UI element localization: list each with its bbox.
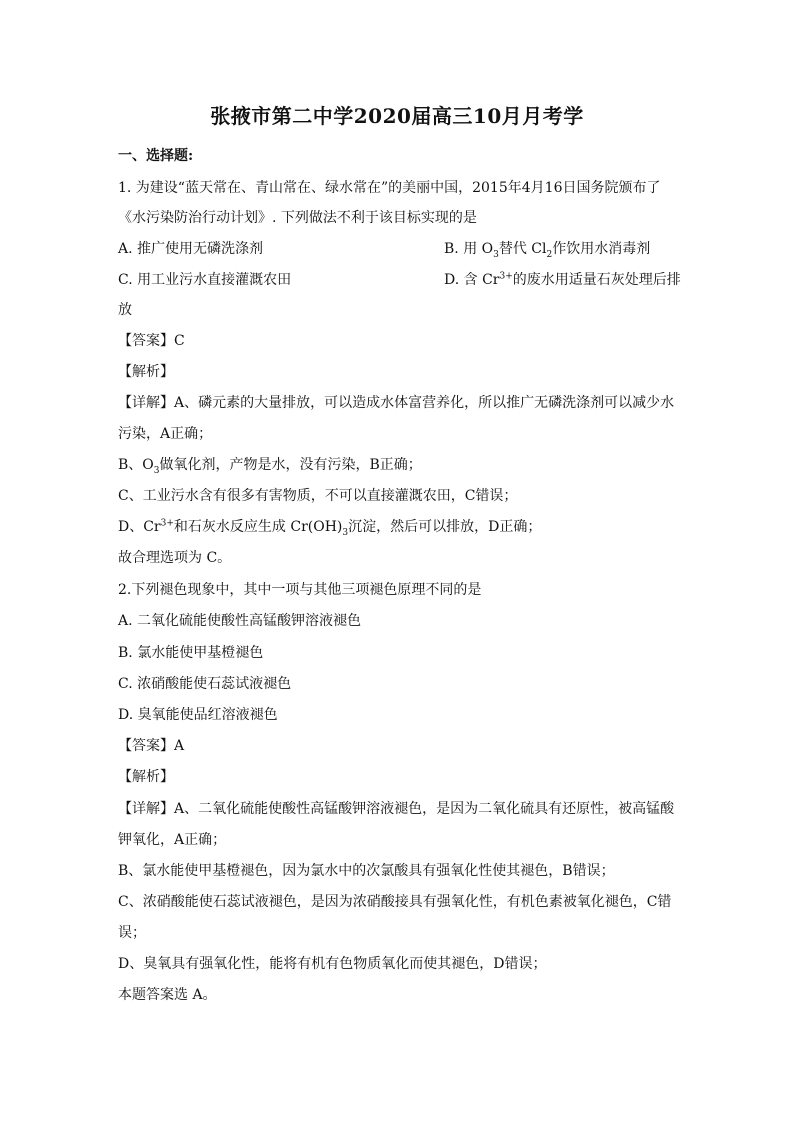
q1-detail-c: C、工业污水含有很多有害物质，不可以直接灌溉农田，C错误； [118,488,518,504]
q1-option-b: B. 用 $O_3$替代 $Cl_2$作饮用水消毒剂 [444,241,651,260]
q1-detail-line2: 污染，A正确； [118,426,213,442]
q2-option-a: A. 二氧化硫能使酸性高锰酸钾溶液褪色 [118,613,362,629]
q2-detail-d: D、臭氧具有强氧化性，能将有机有色物质氧化而使其褪色，D错误； [118,956,547,972]
q1-conclusion: 故合理选项为 C。 [118,550,232,566]
q1-answer: 【答案】C [118,333,185,349]
q1-detail-line1: 【详解】A、磷元素的大量排放，可以造成水体富营养化，所以推广无磷洗涤剂可以减少水 [118,395,675,411]
q2-conclusion: 本题答案选 A。 [118,987,217,1003]
section-heading: 一、选择题: [118,148,194,164]
q1-option-a: A. 推广使用无磷洗涤剂 [118,241,264,257]
q2-detail-c-line2: 误； [118,925,146,941]
q1-detail-d: D、$Cr^{3+}$和石灰水反应生成 $Cr(OH)_3$沉淀，然后可以排放，D正确； [118,518,542,538]
q1-detail-b: B、$O_3$做氧化剂，产物是水，没有污染，B正确； [118,457,422,476]
q2-option-b: B. 氯水能使甲基橙褪色 [118,645,264,661]
q2-stem: 2.下列褪色现象中，其中一项与其他三项褪色原理不同的是 [118,582,482,598]
q1-analysis-label: 【解析】 [118,364,174,380]
q2-option-d: D. 臭氧能使品红溶液褪色 [118,707,278,723]
q2-answer: 【答案】A [118,738,185,754]
q2-detail-b: B、氯水能使甲基橙褪色，因为氯水中的次氯酸具有强氧化性使其褪色，B错误； [118,863,615,879]
q1-option-d: D. 含 $Cr^{3+}$的废水用适量石灰处理后排 [444,271,681,288]
q2-detail-line1: 【详解】A、二氧化硫能使酸性高锰酸钾溶液褪色，是因为二氧化硫具有还原性，被高锰酸 [118,801,675,817]
q2-detail-c-line1: C、浓硝酸能使石蕊试液褪色，是因为浓硝酸接具有强氧化性，有机色素被氧化褪色，C错 [118,894,672,910]
q1-stem-line2: 《水污染防治行动计划》. 下列做法不利于该目标实现的是 [118,210,477,226]
q1-option-d-line2: 放 [118,302,132,318]
page-title: 张掖市第二中学2020届高三10月月考学 [210,104,584,128]
q1-stem-line1: 1. 为建设“蓝天常在、青山常在、绿水常在”的美丽中国，2015年4月16日国务院颁布了 [118,180,661,196]
q2-detail-line2: 钾氧化，A正确； [118,832,227,848]
q2-analysis-label: 【解析】 [118,769,174,785]
q2-option-c: C. 浓硝酸能使石蕊试液褪色 [118,676,292,692]
q1-option-c: C. 用工业污水直接灌溉农田 [118,272,292,288]
